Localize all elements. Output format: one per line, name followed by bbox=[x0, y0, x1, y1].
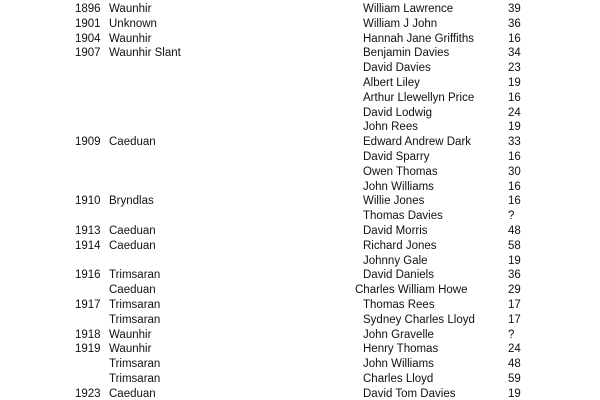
age-cell: 24 bbox=[508, 343, 521, 356]
age-cell: 19 bbox=[508, 77, 521, 89]
age-cell: 19 bbox=[508, 387, 521, 400]
table-row bbox=[0, 387, 600, 400]
year-cell: 1913 bbox=[75, 225, 101, 237]
colliery-cell: Trimsaran bbox=[109, 373, 161, 385]
age-cell: 23 bbox=[508, 62, 521, 75]
year-cell: 1896 bbox=[75, 3, 101, 15]
age-cell: ? bbox=[508, 210, 515, 223]
colliery-cell: Caeduan bbox=[109, 136, 156, 149]
table-row bbox=[0, 357, 600, 372]
name-cell: David Sparry bbox=[363, 151, 430, 163]
name-cell: Arthur Llewellyn Price bbox=[363, 91, 475, 104]
table-row bbox=[0, 283, 600, 298]
name-cell: Thomas Rees bbox=[363, 299, 435, 311]
colliery-cell: Waunhir bbox=[109, 32, 152, 45]
name-cell: William Lawrence bbox=[363, 3, 454, 15]
table-row bbox=[0, 328, 600, 343]
age-cell: 36 bbox=[508, 17, 521, 30]
name-cell: Owen Thomas bbox=[363, 165, 438, 178]
table-row bbox=[0, 180, 600, 195]
table-row bbox=[0, 239, 600, 254]
year-cell: 1919 bbox=[75, 343, 101, 356]
colliery-cell: Caeduan bbox=[109, 225, 156, 237]
name-cell: Benjamin Davies bbox=[363, 47, 450, 60]
name-cell: David Tom Davies bbox=[363, 387, 456, 400]
colliery-cell: Trimsaran bbox=[109, 269, 161, 282]
name-cell: Henry Thomas bbox=[363, 343, 439, 356]
name-cell: David Lodwig bbox=[363, 106, 433, 119]
colliery-cell: Waunhir bbox=[109, 328, 152, 341]
colliery-cell: Caeduan bbox=[109, 239, 156, 252]
age-cell: 29 bbox=[508, 284, 521, 297]
table-row bbox=[0, 2, 600, 17]
table-row bbox=[0, 135, 600, 150]
age-cell: 16 bbox=[508, 32, 521, 45]
table-row bbox=[0, 194, 600, 209]
table-row bbox=[0, 32, 600, 47]
table-row bbox=[0, 46, 600, 61]
age-cell: 36 bbox=[508, 269, 521, 282]
age-cell: 39 bbox=[508, 3, 521, 15]
year-cell: 1918 bbox=[75, 328, 101, 341]
table-row bbox=[0, 313, 600, 328]
name-cell: John Rees bbox=[363, 121, 418, 134]
table-row bbox=[0, 165, 600, 180]
table-row bbox=[0, 150, 600, 165]
table-row bbox=[0, 224, 600, 239]
age-cell: 33 bbox=[508, 136, 521, 149]
table-row bbox=[0, 17, 600, 32]
year-cell: 1923 bbox=[75, 387, 101, 400]
age-cell: 48 bbox=[508, 358, 521, 371]
age-cell: 34 bbox=[508, 47, 521, 60]
year-cell: 1901 bbox=[75, 17, 101, 30]
age-cell: 58 bbox=[508, 239, 521, 252]
colliery-cell: Trimsaran bbox=[109, 299, 161, 311]
year-cell: 1904 bbox=[75, 32, 101, 45]
name-cell: Edward Andrew Dark bbox=[363, 136, 472, 149]
name-cell: Charles William Howe bbox=[355, 284, 468, 297]
age-cell: 16 bbox=[508, 91, 521, 104]
year-cell: 1910 bbox=[75, 195, 101, 208]
name-cell: Albert Liley bbox=[363, 77, 420, 89]
colliery-cell: Waunhir bbox=[109, 3, 152, 15]
year-cell: 1917 bbox=[75, 299, 101, 311]
name-cell: Charles Lloyd bbox=[363, 373, 434, 385]
table-row bbox=[0, 91, 600, 106]
age-cell: 17 bbox=[508, 299, 521, 311]
age-cell: 19 bbox=[508, 121, 521, 134]
name-cell: John Williams bbox=[363, 358, 434, 371]
name-cell: Willie Jones bbox=[363, 195, 425, 208]
colliery-cell: Caeduan bbox=[109, 284, 156, 297]
age-cell: 16 bbox=[508, 151, 521, 163]
name-cell: Johnny Gale bbox=[363, 254, 428, 267]
name-cell: Hannah Jane Griffiths bbox=[363, 32, 475, 45]
colliery-cell: Trimsaran bbox=[109, 313, 161, 326]
colliery-cell: Unknown bbox=[109, 17, 157, 30]
name-cell: David Daniels bbox=[363, 269, 434, 282]
name-cell: David Davies bbox=[363, 62, 431, 75]
colliery-cell: Caeduan bbox=[109, 387, 156, 400]
age-cell: 48 bbox=[508, 225, 521, 237]
table-row bbox=[0, 76, 600, 91]
colliery-cell: Waunhir bbox=[109, 343, 152, 356]
age-cell: 16 bbox=[508, 180, 521, 193]
age-cell: 24 bbox=[508, 106, 521, 119]
year-cell: 1916 bbox=[75, 269, 101, 282]
name-cell: David Morris bbox=[363, 225, 428, 237]
name-cell: John Gravelle bbox=[363, 328, 434, 341]
table-row bbox=[0, 372, 600, 387]
table-row bbox=[0, 209, 600, 224]
name-cell: Thomas Davies bbox=[363, 210, 443, 223]
name-cell: John Williams bbox=[363, 180, 434, 193]
age-cell: ? bbox=[508, 328, 515, 341]
year-cell: 1907 bbox=[75, 47, 101, 60]
age-cell: 59 bbox=[508, 373, 521, 385]
table-row bbox=[0, 120, 600, 135]
table-row bbox=[0, 106, 600, 121]
table-row bbox=[0, 268, 600, 283]
age-cell: 16 bbox=[508, 195, 521, 208]
year-cell: 1914 bbox=[75, 239, 101, 252]
table-row bbox=[0, 61, 600, 76]
name-cell: Sydney Charles Lloyd bbox=[363, 313, 475, 326]
age-cell: 19 bbox=[508, 254, 521, 267]
table-row bbox=[0, 342, 600, 357]
colliery-cell: Bryndlas bbox=[109, 195, 154, 208]
age-cell: 30 bbox=[508, 165, 521, 178]
name-cell: Richard Jones bbox=[363, 239, 437, 252]
colliery-cell: Waunhir Slant bbox=[109, 47, 181, 60]
year-cell: 1909 bbox=[75, 136, 101, 149]
colliery-cell: Trimsaran bbox=[109, 358, 161, 371]
table-row bbox=[0, 254, 600, 269]
table-row bbox=[0, 298, 600, 313]
age-cell: 17 bbox=[508, 313, 521, 326]
name-cell: William J John bbox=[363, 17, 438, 30]
